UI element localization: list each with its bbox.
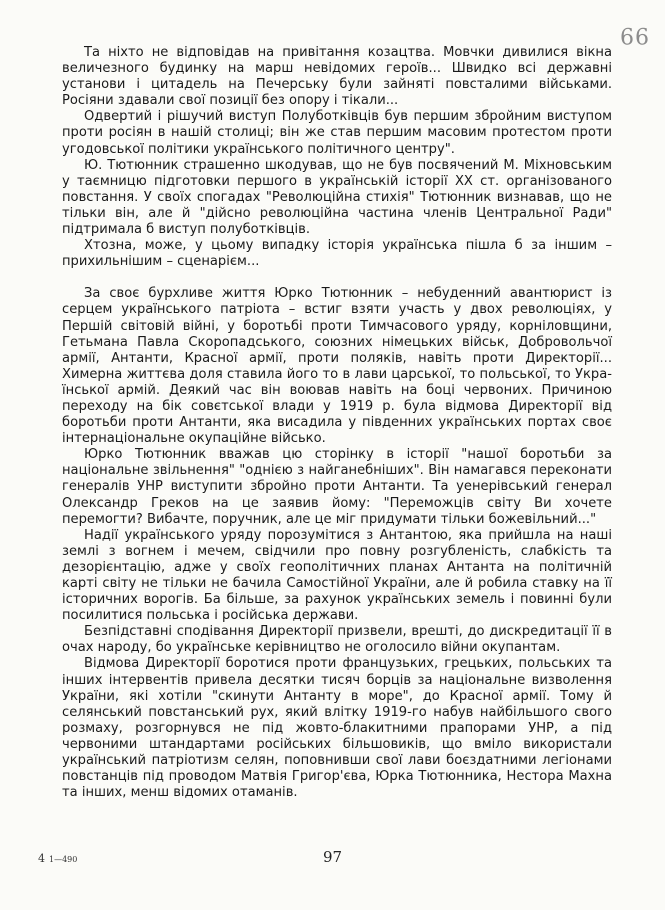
signature-code: 1—490: [49, 855, 78, 864]
page-number: 97: [322, 848, 343, 866]
paragraph: Юрко Тютюнник вважав цю сторінку в історії "нашої боротьби за національне звільнення" "однією з найганебніших". Він намагався переконати генералів УНР виступити збройно проти Антанти. Та уенерівський генерал Олександр Греков на це заявив йому: "Переможців світу Ви хочете перемогти? Вибачте, поручник, але це міг придумати тільки божевільний...": [62, 447, 612, 527]
paragraph: Одвертий і рішучий виступ Полуботківців був першим збройним виступом проти росіян в нашій столиці; він же став першим масовим протестом проти угодовської політики українського політичного центру".: [62, 109, 612, 157]
paragraph: Відмова Директорії боротися проти французьких, грецьких, польських та інших інтервентів привела десятки тисяч борців за національне визволення України, які хотіли "скинути Антанту в море", до Красної армії. Тому й селянський повстанський рух, який влітку 1919-го набув найбільшого свого розмаху, розгорнувся не під жовто-блакитними прапорами УНР, а під червоними штандартами російських більшовиків, що вміло використали український патріотизм селян, поповнивши свої лави боєздатними легіонами повстанців під проводом Матвія Григор'єва, Юрка Тютюнника, Нестора Махна та інших, менш відомих отаманів.: [62, 656, 612, 801]
paragraph: Та ніхто не відповідав на привітання козацтва. Мовчки дивилися вікна величезного будинку на марш невідомих героїв... Швидко всі державні установи і цитадель на Печерську були зайняті повсталими військами. Росіяни здавали свої позиції без опору і тікали...: [62, 45, 612, 109]
signature-number: 4: [38, 852, 45, 865]
paragraph: Безпідставні сподівання Директорії призвели, врешті, до дискредитації її в очах народу, бо українське керівництво не оголосило війни окупантам.: [62, 624, 612, 656]
paragraph: Хтозна, може, у цьому випадку історія українська пішла б за іншим – прихильнішим – сценарієм...: [62, 238, 612, 270]
paragraph: За своє бурхливе життя Юрко Тютюнник – небуденний авантюрист із серцем українського патріота – встиг взяти участь у двох революціях, у Першій світовій війні, у боротьбі проти Тимчасового уряду, корніловщини, Гетьмана Павла Скоропадського, союзних німецьких військ, Добровольчої армії, Антанти, Красної армії, проти поляків, навіть проти Директорії... Химерна життєва доля ставила його то в лави царської, то польської, то Укра-їнської армій. Деякий час він воював навіть на боці червоних. Причиною переходу на бік совєтської влади у 1919 р. була відмова Директорії від боротьби проти Антанти, яка висадила у південних українських портах своє інтернаціональне окупаційне військо.: [62, 286, 612, 447]
body-text: [62, 45, 612, 801]
handwritten-page-number: 99: [619, 22, 649, 47]
paragraph: Надії українського уряду порозумітися з Антантою, яка прийшла на наші землі з вогнем і мечем, свідчили про повну розгубленість, слабкість та дезорієнтацію, адже у своїх геополітичних планах Антанта на політичній карті світу не тільки не бачила Самостійної України, але й робила ставку на її історичних ворогів. Ба більше, за рахунок українських земель і повинні були посилитися польська і російська держави.: [62, 527, 612, 624]
paragraph: Ю. Тютюнник страшенно шкодував, що не був посвячений М. Міхновським у таємницю підготовки першого в українській історії XX ст. організованого повстання. У своїх спогадах "Революційна стихія" Тютюнник визнавав, що не тільки він, але й "дійсно революційна частина членів Центральної Ради" підтримала б виступ полуботківців.: [62, 157, 612, 238]
section-gap: [62, 270, 612, 286]
